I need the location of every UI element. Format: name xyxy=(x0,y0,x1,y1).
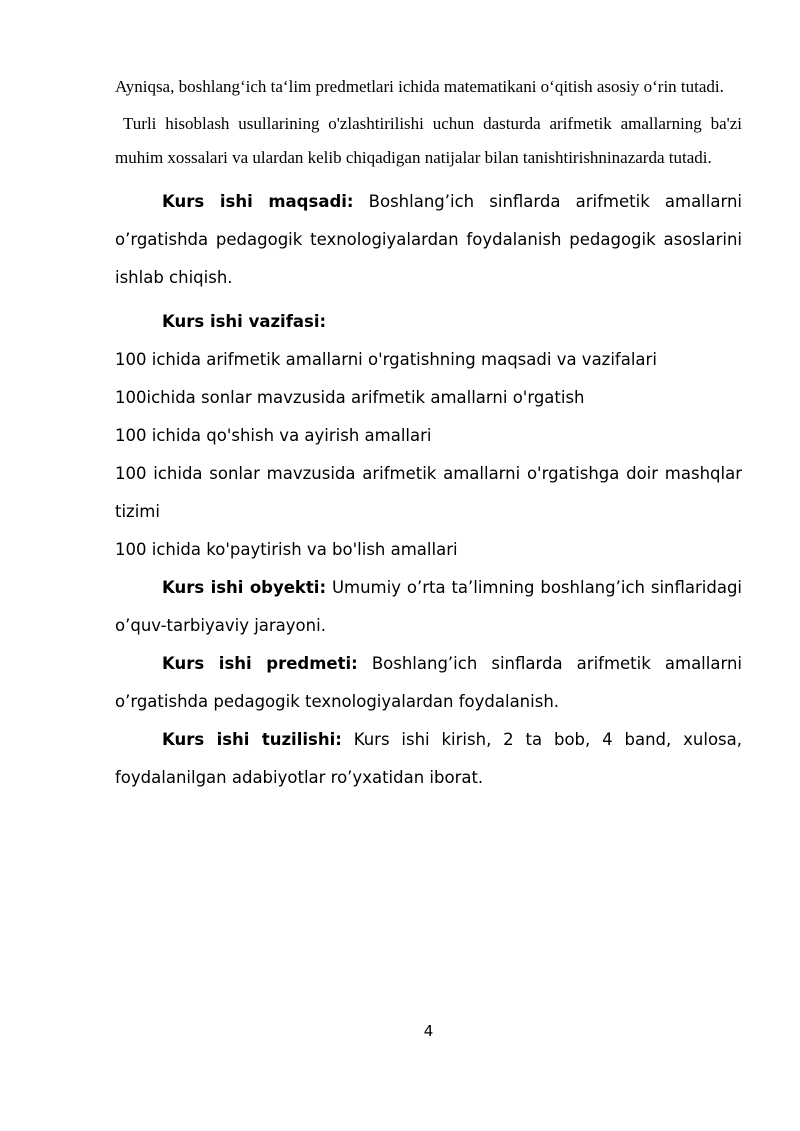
maqsad-label: Kurs ishi maqsadi: xyxy=(162,192,354,211)
maqsad-text: Boshlang’ich sinflarda arifmetik amallarni o’rgatishda pedagogik texnologiyalardan foydalanish pedagogik asoslarini ishlab chiqish. xyxy=(115,192,742,287)
vazifa-item: 100ichida sonlar mavzusida arifmetik amallarni o'rgatish xyxy=(115,388,585,407)
predmet-text: Boshlang’ich sinflarda arifmetik amallarni o’rgatishda pedagogik texnologiyalardan foydalanish. xyxy=(115,654,742,711)
obyekt-text: Umumiy o’rta ta’limning boshlang’ich sinflaridagi o’quv-tarbiyaviy jarayoni. xyxy=(115,578,743,635)
document-page xyxy=(115,70,742,797)
vazifa-label: Kurs ishi vazifasi: xyxy=(162,312,327,331)
maqsad-paragraph xyxy=(115,183,742,297)
vazifa-item: 100 ichida ko'paytirish va bo'lish amallari xyxy=(115,540,458,559)
predmet-paragraph xyxy=(115,645,742,721)
page-number: 4 xyxy=(423,1022,434,1040)
vazifa-item: 100 ichida qo'shish va ayirish amallari xyxy=(115,426,432,445)
tuzilish-text: Kurs ishi kirish, 2 ta bob, 4 band, xulosa, foydalanilgan adabiyotlar ro’yxatidan iborat. xyxy=(115,730,742,787)
predmet-label: Kurs ishi predmeti: xyxy=(162,654,358,673)
vazifa-item: 100 ichida arifmetik amallarni o'rgatishning maqsadi va vazifalari xyxy=(115,350,657,369)
obyekt-paragraph xyxy=(115,569,742,645)
tuzilish-label: Kurs ishi tuzilishi: xyxy=(162,730,342,749)
intro-paragraph-1: Ayniqsa, boshlang‘ich ta‘lim predmetlari ichida matematikani o‘qitish asosiy o‘rin tutadi. xyxy=(115,77,724,96)
tuzilish-paragraph xyxy=(115,721,742,797)
vazifa-heading xyxy=(115,303,742,341)
intro-paragraph-2: Turli hisoblash usullarining o'zlashtirilishi uchun dasturda arifmetik amallarning ba'zi muhim xossalari va ulardan kelib chiqadigan natijalar bilan tanishtirishninazarda tutadi. xyxy=(115,114,742,167)
vazifa-item: 100 ichida sonlar mavzusida arifmetik amallarni o'rgatishga doir mashqlar tizimi xyxy=(115,464,742,521)
obyekt-label: Kurs ishi obyekti: xyxy=(162,578,327,597)
